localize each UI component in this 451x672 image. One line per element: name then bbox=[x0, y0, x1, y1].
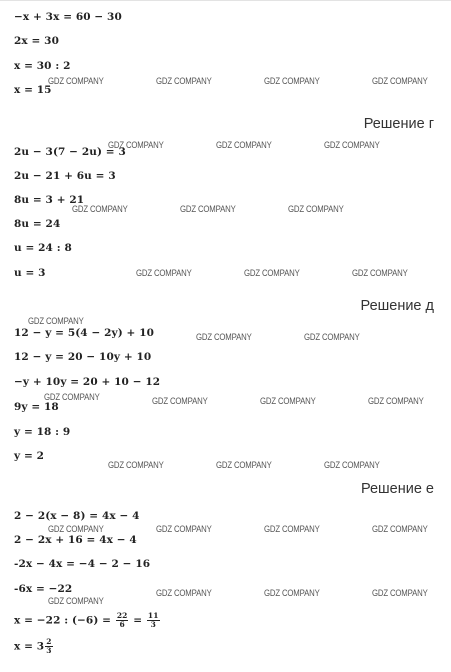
fraction bbox=[147, 612, 160, 629]
watermark-text: GDZ COMPANY bbox=[352, 268, 408, 279]
watermark-text: GDZ COMPANY bbox=[264, 588, 320, 599]
watermark-text: GDZ COMPANY bbox=[108, 140, 164, 151]
equation-line: 2 − 2(x − 8) = 4x − 4 bbox=[14, 510, 140, 522]
equation-line: −y + 10y = 20 + 10 − 12 bbox=[14, 376, 161, 388]
watermark-text: GDZ COMPANY bbox=[372, 524, 428, 535]
equation-line: x = 15 bbox=[14, 84, 52, 96]
equation-line: x = 30 : 2 bbox=[14, 60, 71, 72]
equation-line: y = 2 bbox=[14, 450, 45, 462]
watermark-text: GDZ COMPANY bbox=[48, 596, 104, 607]
solution-header-g: Решение г bbox=[363, 116, 434, 132]
equation-line: -6x = −22 bbox=[14, 583, 73, 595]
watermark-text: GDZ COMPANY bbox=[156, 76, 212, 87]
watermark-text: GDZ COMPANY bbox=[108, 460, 164, 471]
watermark-text: GDZ COMPANY bbox=[264, 76, 320, 87]
fraction-denominator: 3 bbox=[46, 646, 52, 655]
watermark-text: GDZ COMPANY bbox=[72, 204, 128, 215]
fraction-denominator: 6 bbox=[119, 620, 125, 629]
equation-line: y = 18 : 9 bbox=[14, 426, 71, 438]
equation-line: -2x − 4x = −4 − 2 − 16 bbox=[14, 558, 151, 570]
watermark-text: GDZ COMPANY bbox=[136, 268, 192, 279]
watermark-text: GDZ COMPANY bbox=[180, 204, 236, 215]
solution-header-d: Решение д bbox=[360, 298, 434, 314]
equation-line: 8u = 3 + 21 bbox=[14, 194, 85, 206]
watermark-text: GDZ COMPANY bbox=[368, 396, 424, 407]
watermark-text: GDZ COMPANY bbox=[264, 524, 320, 535]
equation-line: 2u − 3(7 − 2u) = 3 bbox=[14, 146, 126, 158]
watermark-text: GDZ COMPANY bbox=[152, 396, 208, 407]
watermark-text: GDZ COMPANY bbox=[44, 392, 100, 403]
equation-text: x = −22 : (−6) = bbox=[14, 614, 112, 627]
equation-line: u = 3 bbox=[14, 267, 46, 279]
watermark-text: GDZ COMPANY bbox=[156, 524, 212, 535]
equation-line-fraction bbox=[14, 612, 161, 629]
top-divider bbox=[0, 0, 451, 1]
equation-line: 2x = 30 bbox=[14, 35, 59, 47]
equation-line: −x + 3x = 60 − 30 bbox=[14, 11, 122, 23]
watermark-text: GDZ COMPANY bbox=[244, 268, 300, 279]
fraction-numerator: 22 bbox=[116, 611, 128, 620]
watermark-text: GDZ COMPANY bbox=[216, 460, 272, 471]
watermark-text: GDZ COMPANY bbox=[48, 76, 104, 87]
watermark-text: GDZ COMPANY bbox=[288, 204, 344, 215]
watermark-text: GDZ COMPANY bbox=[196, 332, 252, 343]
equation-text: x = 3 bbox=[14, 640, 45, 653]
watermark-text: GDZ COMPANY bbox=[324, 140, 380, 151]
equation-line: 2 − 2x + 16 = 4x − 4 bbox=[14, 534, 137, 546]
watermark-text: GDZ COMPANY bbox=[324, 460, 380, 471]
watermark-text: GDZ COMPANY bbox=[156, 588, 212, 599]
watermark-text: GDZ COMPANY bbox=[260, 396, 316, 407]
watermark-text: GDZ COMPANY bbox=[216, 140, 272, 151]
equation-line: 2u − 21 + 6u = 3 bbox=[14, 170, 116, 182]
fraction-denominator: 3 bbox=[150, 620, 156, 629]
equation-line: 12 − y = 5(4 − 2y) + 10 bbox=[14, 327, 155, 339]
equation-line-mixed bbox=[14, 638, 54, 655]
watermark-text: GDZ COMPANY bbox=[28, 316, 84, 327]
fraction bbox=[45, 638, 52, 655]
fraction-numerator: 2 bbox=[46, 637, 52, 646]
fraction bbox=[116, 612, 129, 629]
watermark-text: GDZ COMPANY bbox=[48, 524, 104, 535]
equation-line: 12 − y = 20 − 10y + 10 bbox=[14, 351, 152, 363]
solution-header-e: Решение е bbox=[360, 481, 434, 497]
watermark-text: GDZ COMPANY bbox=[372, 588, 428, 599]
watermark-text: GDZ COMPANY bbox=[372, 76, 428, 87]
equation-line: 9y = 18 bbox=[14, 401, 59, 413]
watermark-text: GDZ COMPANY bbox=[304, 332, 360, 343]
equation-text: = bbox=[133, 614, 143, 627]
fraction-numerator: 11 bbox=[147, 611, 159, 620]
equation-line: u = 24 : 8 bbox=[14, 242, 72, 254]
equation-line: 8u = 24 bbox=[14, 218, 61, 230]
